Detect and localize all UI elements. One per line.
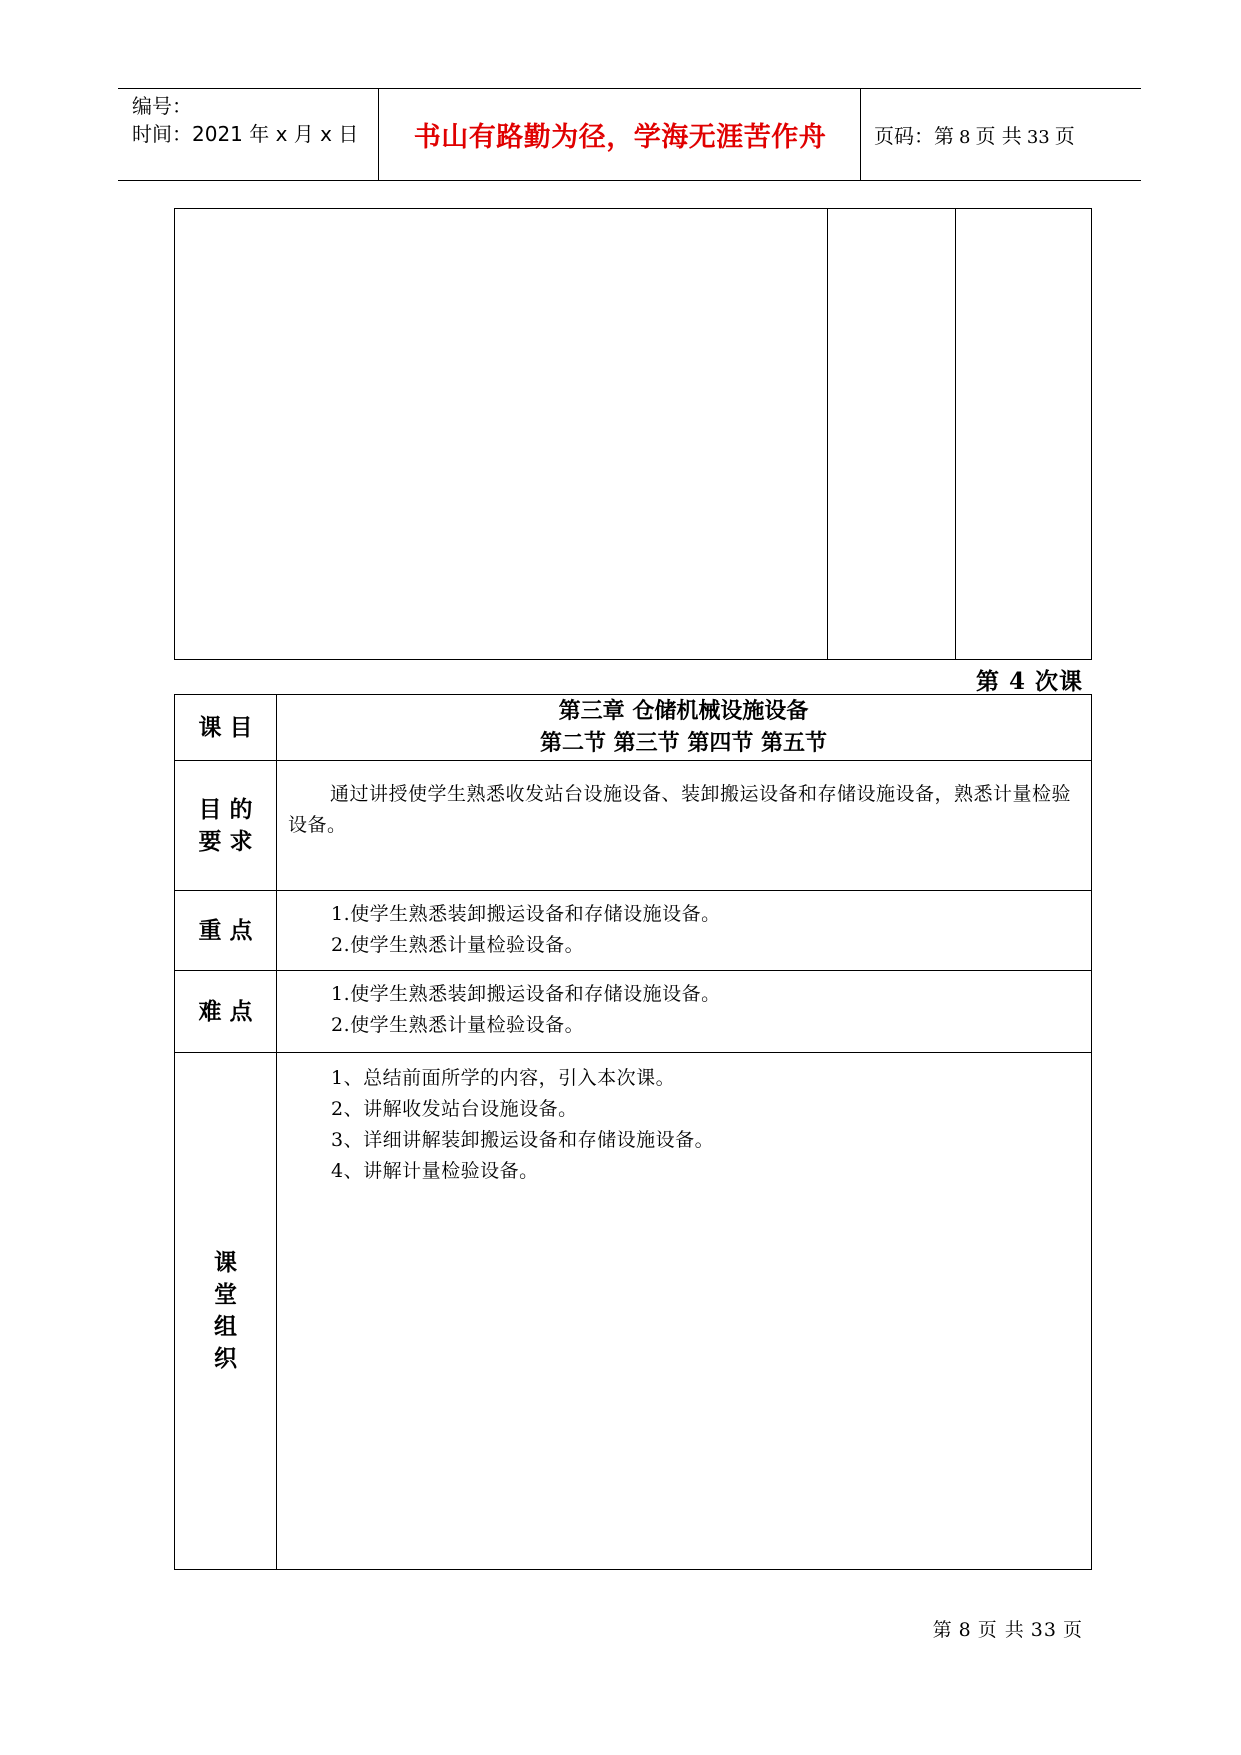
footer-mid: 页 共	[977, 1619, 1025, 1641]
table-divider	[827, 209, 828, 659]
footer-suffix: 页	[1062, 1619, 1083, 1641]
organization-label-char: 堂	[214, 1281, 237, 1308]
difficulties-label: 难 点	[175, 971, 277, 1052]
objectives-content	[276, 761, 1091, 890]
table-divider	[955, 209, 956, 659]
difficulties-content	[276, 971, 1091, 1052]
page-footer	[933, 1615, 1083, 1642]
list-item: 2.使学生熟悉计量检验设备。	[331, 1014, 585, 1036]
objectives-text: 通过讲授使学生熟悉收发站台设施设备、装卸搬运设备和存储设施设备，熟悉计量检验设备。	[288, 783, 1072, 836]
organization-label-char: 组	[214, 1313, 237, 1340]
serial-label: 编号：	[132, 94, 192, 118]
previous-lesson-table	[174, 208, 1092, 660]
objectives-label-line: 要 求	[198, 827, 253, 855]
header-divider	[860, 89, 861, 180]
list-item: 4、讲解计量检验设备。	[331, 1160, 539, 1182]
organization-label-char: 课	[214, 1249, 237, 1276]
footer-prefix: 第	[932, 1619, 953, 1641]
row-subject	[175, 695, 1091, 761]
header-page-number	[874, 120, 1075, 149]
page-header	[118, 88, 1141, 181]
list-item: 1.使学生熟悉装卸搬运设备和存储设施设备。	[331, 983, 721, 1005]
page-suffix: 页	[1054, 124, 1075, 148]
lesson-plan-table	[174, 694, 1092, 1570]
subject-chapter: 第三章 仓储机械设施设备	[558, 698, 809, 724]
row-key-points	[175, 891, 1091, 971]
organization-content	[276, 1053, 1091, 1569]
row-difficulties	[175, 971, 1091, 1053]
footer-total: 33	[1030, 1619, 1057, 1641]
row-organization	[175, 1053, 1091, 1569]
footer-current: 8	[958, 1619, 972, 1641]
list-item: 3、详细讲解装卸搬运设备和存储设施设备。	[331, 1129, 715, 1151]
header-motto: 书山有路勤为径，学海无涯苦作舟	[413, 122, 827, 153]
list-item: 1.使学生熟悉装卸搬运设备和存储设施设备。	[331, 903, 721, 925]
subject-content	[276, 695, 1091, 760]
page-prefix: 页码：第	[874, 124, 954, 148]
page-current: 8	[959, 127, 971, 148]
organization-label	[175, 1053, 277, 1569]
header-divider	[378, 89, 379, 180]
subject-sections: 第二节 第三节 第四节 第五节	[540, 730, 827, 756]
header-meta	[132, 92, 358, 148]
objectives-label-line: 目 的	[198, 795, 253, 823]
organization-label-char: 织	[214, 1345, 237, 1372]
list-item: 1、总结前面所学的内容，引入本次课。	[331, 1067, 676, 1089]
objectives-label	[175, 761, 277, 890]
page-total: 33	[1026, 127, 1050, 148]
list-item: 2.使学生熟悉计量检验设备。	[331, 934, 585, 956]
key-points-label: 重 点	[175, 891, 277, 970]
lesson-number: 第 4 次课	[975, 668, 1083, 695]
page-mid: 页 共	[975, 124, 1022, 148]
key-points-content	[276, 891, 1091, 970]
subject-label: 课 目	[175, 695, 277, 760]
list-item: 2、讲解收发站台设施设备。	[331, 1098, 578, 1120]
row-objectives	[175, 761, 1091, 891]
time-label: 时间：2021 年 x 月 x 日	[132, 122, 359, 146]
